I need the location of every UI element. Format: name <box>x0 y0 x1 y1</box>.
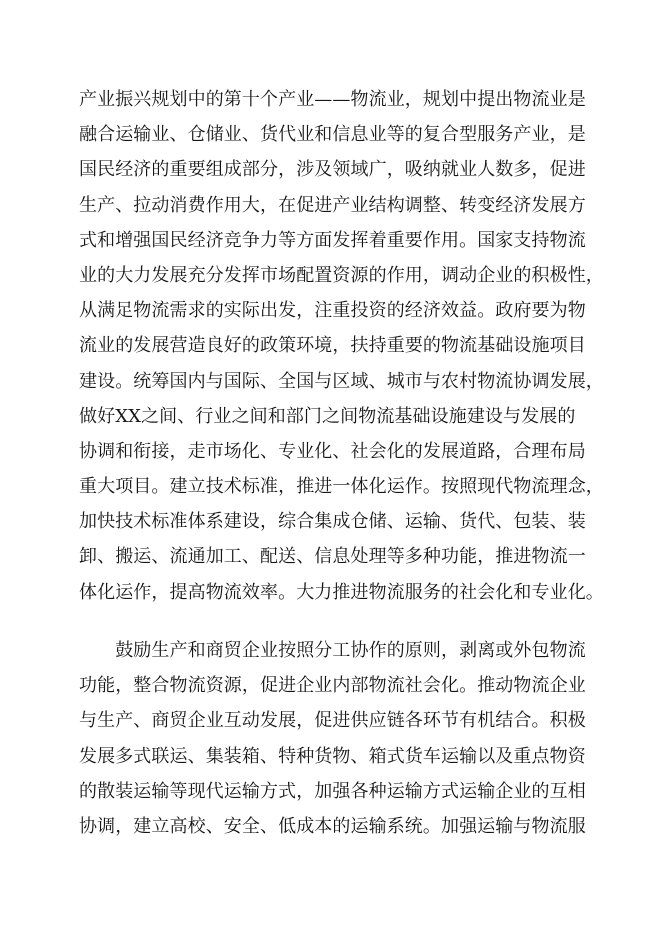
text-line: 功能，整合物流资源，促进企业内部物流社会化。推动物流企业 <box>79 675 586 697</box>
text-line: 的散装运输等现代运输方式，加强各种运输方式运输企业的互相 <box>79 780 586 802</box>
paragraph-2 <box>79 633 586 844</box>
text-line: 重大项目。建立技术标准，推进一体化运作。按照现代物流理念， <box>79 476 604 498</box>
paragraph-1 <box>79 82 604 610</box>
text-line: 国民经济的重要组成部分，涉及领域广，吸纳就业人数多，促进 <box>79 159 586 181</box>
text-line: 生产、拉动消费作用大，在促进产业结构调整、转变经济发展方 <box>79 194 586 216</box>
text-line: 融合运输业、仓储业、货代业和信息业等的复合型服务产业，是 <box>79 124 586 146</box>
text-line: 与生产、商贸企业互动发展，促进供应链各环节有机结合。积极 <box>79 710 586 732</box>
text-line: 建设。统筹国内与国际、全国与区域、城市与农村物流协调发展， <box>79 370 604 392</box>
text-line: 从满足物流需求的实际出发，注重投资的经济效益。政府要为物 <box>79 300 586 322</box>
text-line: 加快技术标准体系建设，综合集成仓储、运输、货代、包装、装 <box>79 511 586 533</box>
text-line: 协调，建立高校、安全、低成本的运输系统。加强运输与物流服 <box>79 815 586 837</box>
text-line: 发展多式联运、集装箱、特种货物、箱式货车运输以及重点物资 <box>79 745 586 767</box>
text-line: 流业的发展营造良好的政策环境，扶持重要的物流基础设施项目 <box>79 335 586 357</box>
text-line: 做好XX之间、行业之间和部门之间物流基础设施建设与发展的 <box>79 405 576 427</box>
text-line: 协调和衔接，走市场化、专业化、社会化的发展道路，合理布局 <box>79 440 586 462</box>
text-line: 鼓励生产和商贸企业按照分工协作的原则，剥离或外包物流 <box>79 640 586 661</box>
text-line: 卸、搬运、流通加工、配送、信息处理等多种功能，推进物流一 <box>79 546 586 568</box>
text-line: 式和增强国民经济竞争力等方面发挥着重要作用。国家支持物流 <box>79 229 586 251</box>
text-line: 产业振兴规划中的第十个产业——物流业，规划中提出物流业是 <box>79 89 586 110</box>
text-line: 体化运作，提高物流效率。大力推进物流服务的社会化和专业化。 <box>79 581 604 603</box>
text-line: 业的大力发展充分发挥市场配置资源的作用，调动企业的积极性， <box>79 264 604 286</box>
